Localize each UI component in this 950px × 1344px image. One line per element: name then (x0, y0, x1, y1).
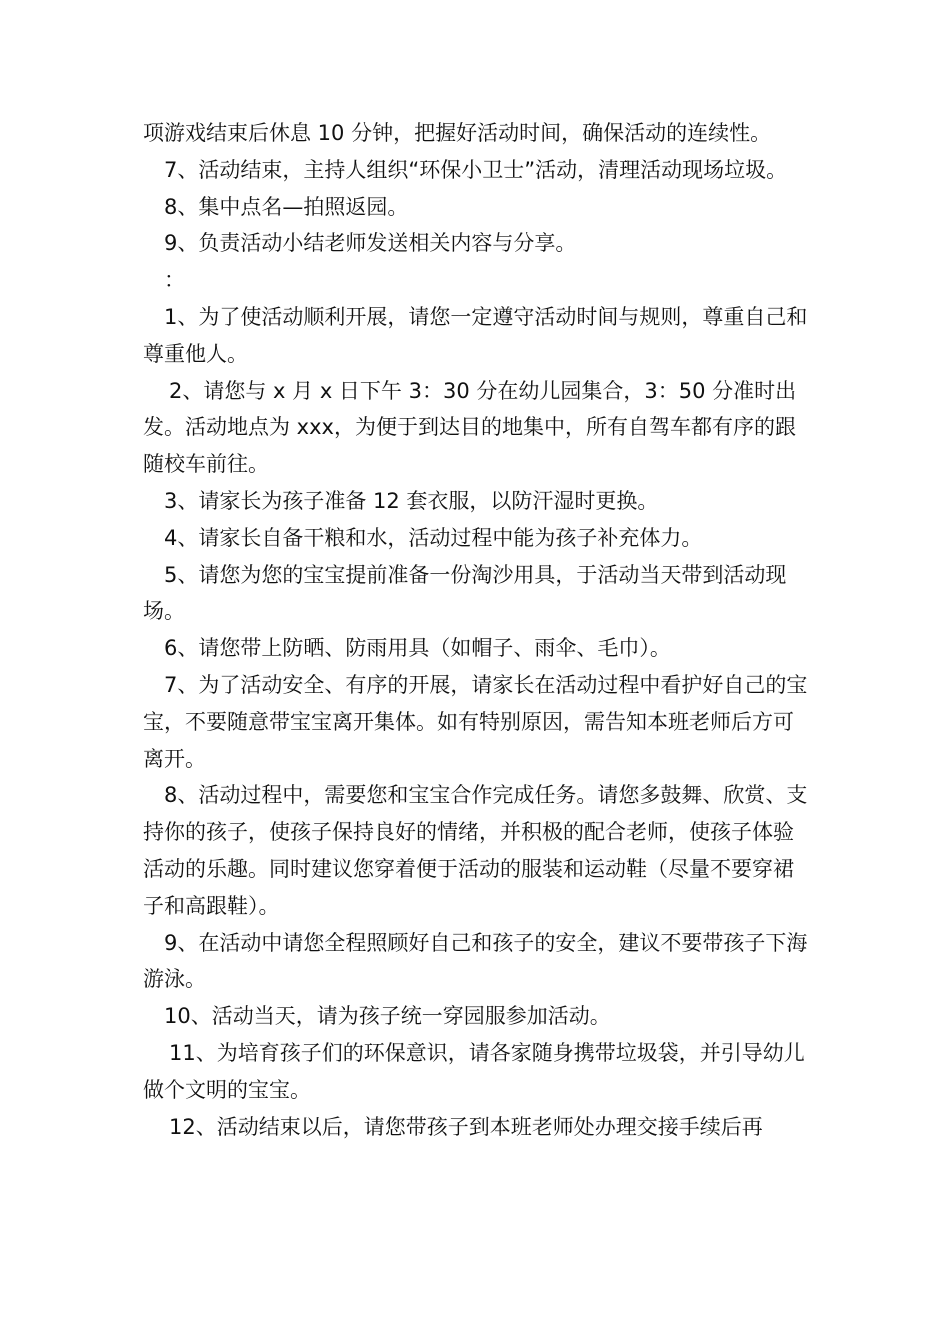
paragraph-continuation: 项游戏结束后休息 10 分钟，把握好活动时间，确保活动的连续性。 (143, 121, 772, 145)
notice-item-9: 9、在活动中请您全程照顾好自己和孩子的安全，建议不要带孩子下海游泳。 (143, 930, 808, 992)
notice-item-7: 7、为了活动安全、有序的开展，请家长在活动过程中看护好自己的宝宝，不要随意带宝宝离开集体。如有特别原因，需告知本班老师后方可离开。 (143, 672, 808, 771)
notice-item-10: 10、活动当天，请为孩子统一穿园服参加活动。 (164, 1004, 611, 1029)
notice-item-3: 3、请家长为孩子准备 12 套衣服，以防汗湿时更换。 (164, 488, 659, 513)
notice-item-8: 8、活动过程中，需要您和宝宝合作完成任务。请您多鼓舞、欣赏、支持你的孩子，使孩子保持良好的情绪，并积极的配合老师，使孩子体验活动的乐趣。同时建议您穿着便于活动的服装和运动鞋（尽量不要穿裙子和高跟鞋）。 (143, 783, 808, 918)
notice-item-1: 1、为了使活动顺利开展，请您一定遵守活动时间与规则，尊重自己和尊重他人。 (143, 304, 808, 366)
notice-item-5: 5、请您为您的宝宝提前准备一份淘沙用具，于活动当天带到活动现场。 (143, 562, 787, 624)
paragraph-item-8: 8、集中点名—拍照返园。 (164, 194, 409, 219)
paragraph-item-9: 9、负责活动小结老师发送相关内容与分享。 (164, 231, 577, 256)
notice-item-4: 4、请家长自备干粮和水，活动过程中能为孩子补充体力。 (164, 525, 703, 550)
notice-item-11: 11、为培育孩子们的环保意识，请各家随身携带垃圾袋，并引导幼儿做个文明的宝宝。 (143, 1040, 805, 1102)
notice-item-12: 12、活动结束以后，请您带孩子到本班老师处办理交接手续后再 (169, 1114, 763, 1139)
notice-item-6: 6、请您带上防晒、防雨用具（如帽子、雨伞、毛巾）。 (164, 636, 671, 661)
document-body (143, 115, 813, 1145)
section-colon: ： (164, 268, 185, 293)
notice-item-2: 2、请您与 x 月 x 日下午 3：30 分在幼儿园集合，3：50 分准时出发。活动地点为 xxx，为便于到达目的地集中，所有自驾车都有序的跟随校车前往。 (143, 378, 797, 477)
paragraph-item-7: 7、活动结束，主持人组织“环保小卫士”活动，清理活动现场垃圾。 (164, 157, 788, 182)
